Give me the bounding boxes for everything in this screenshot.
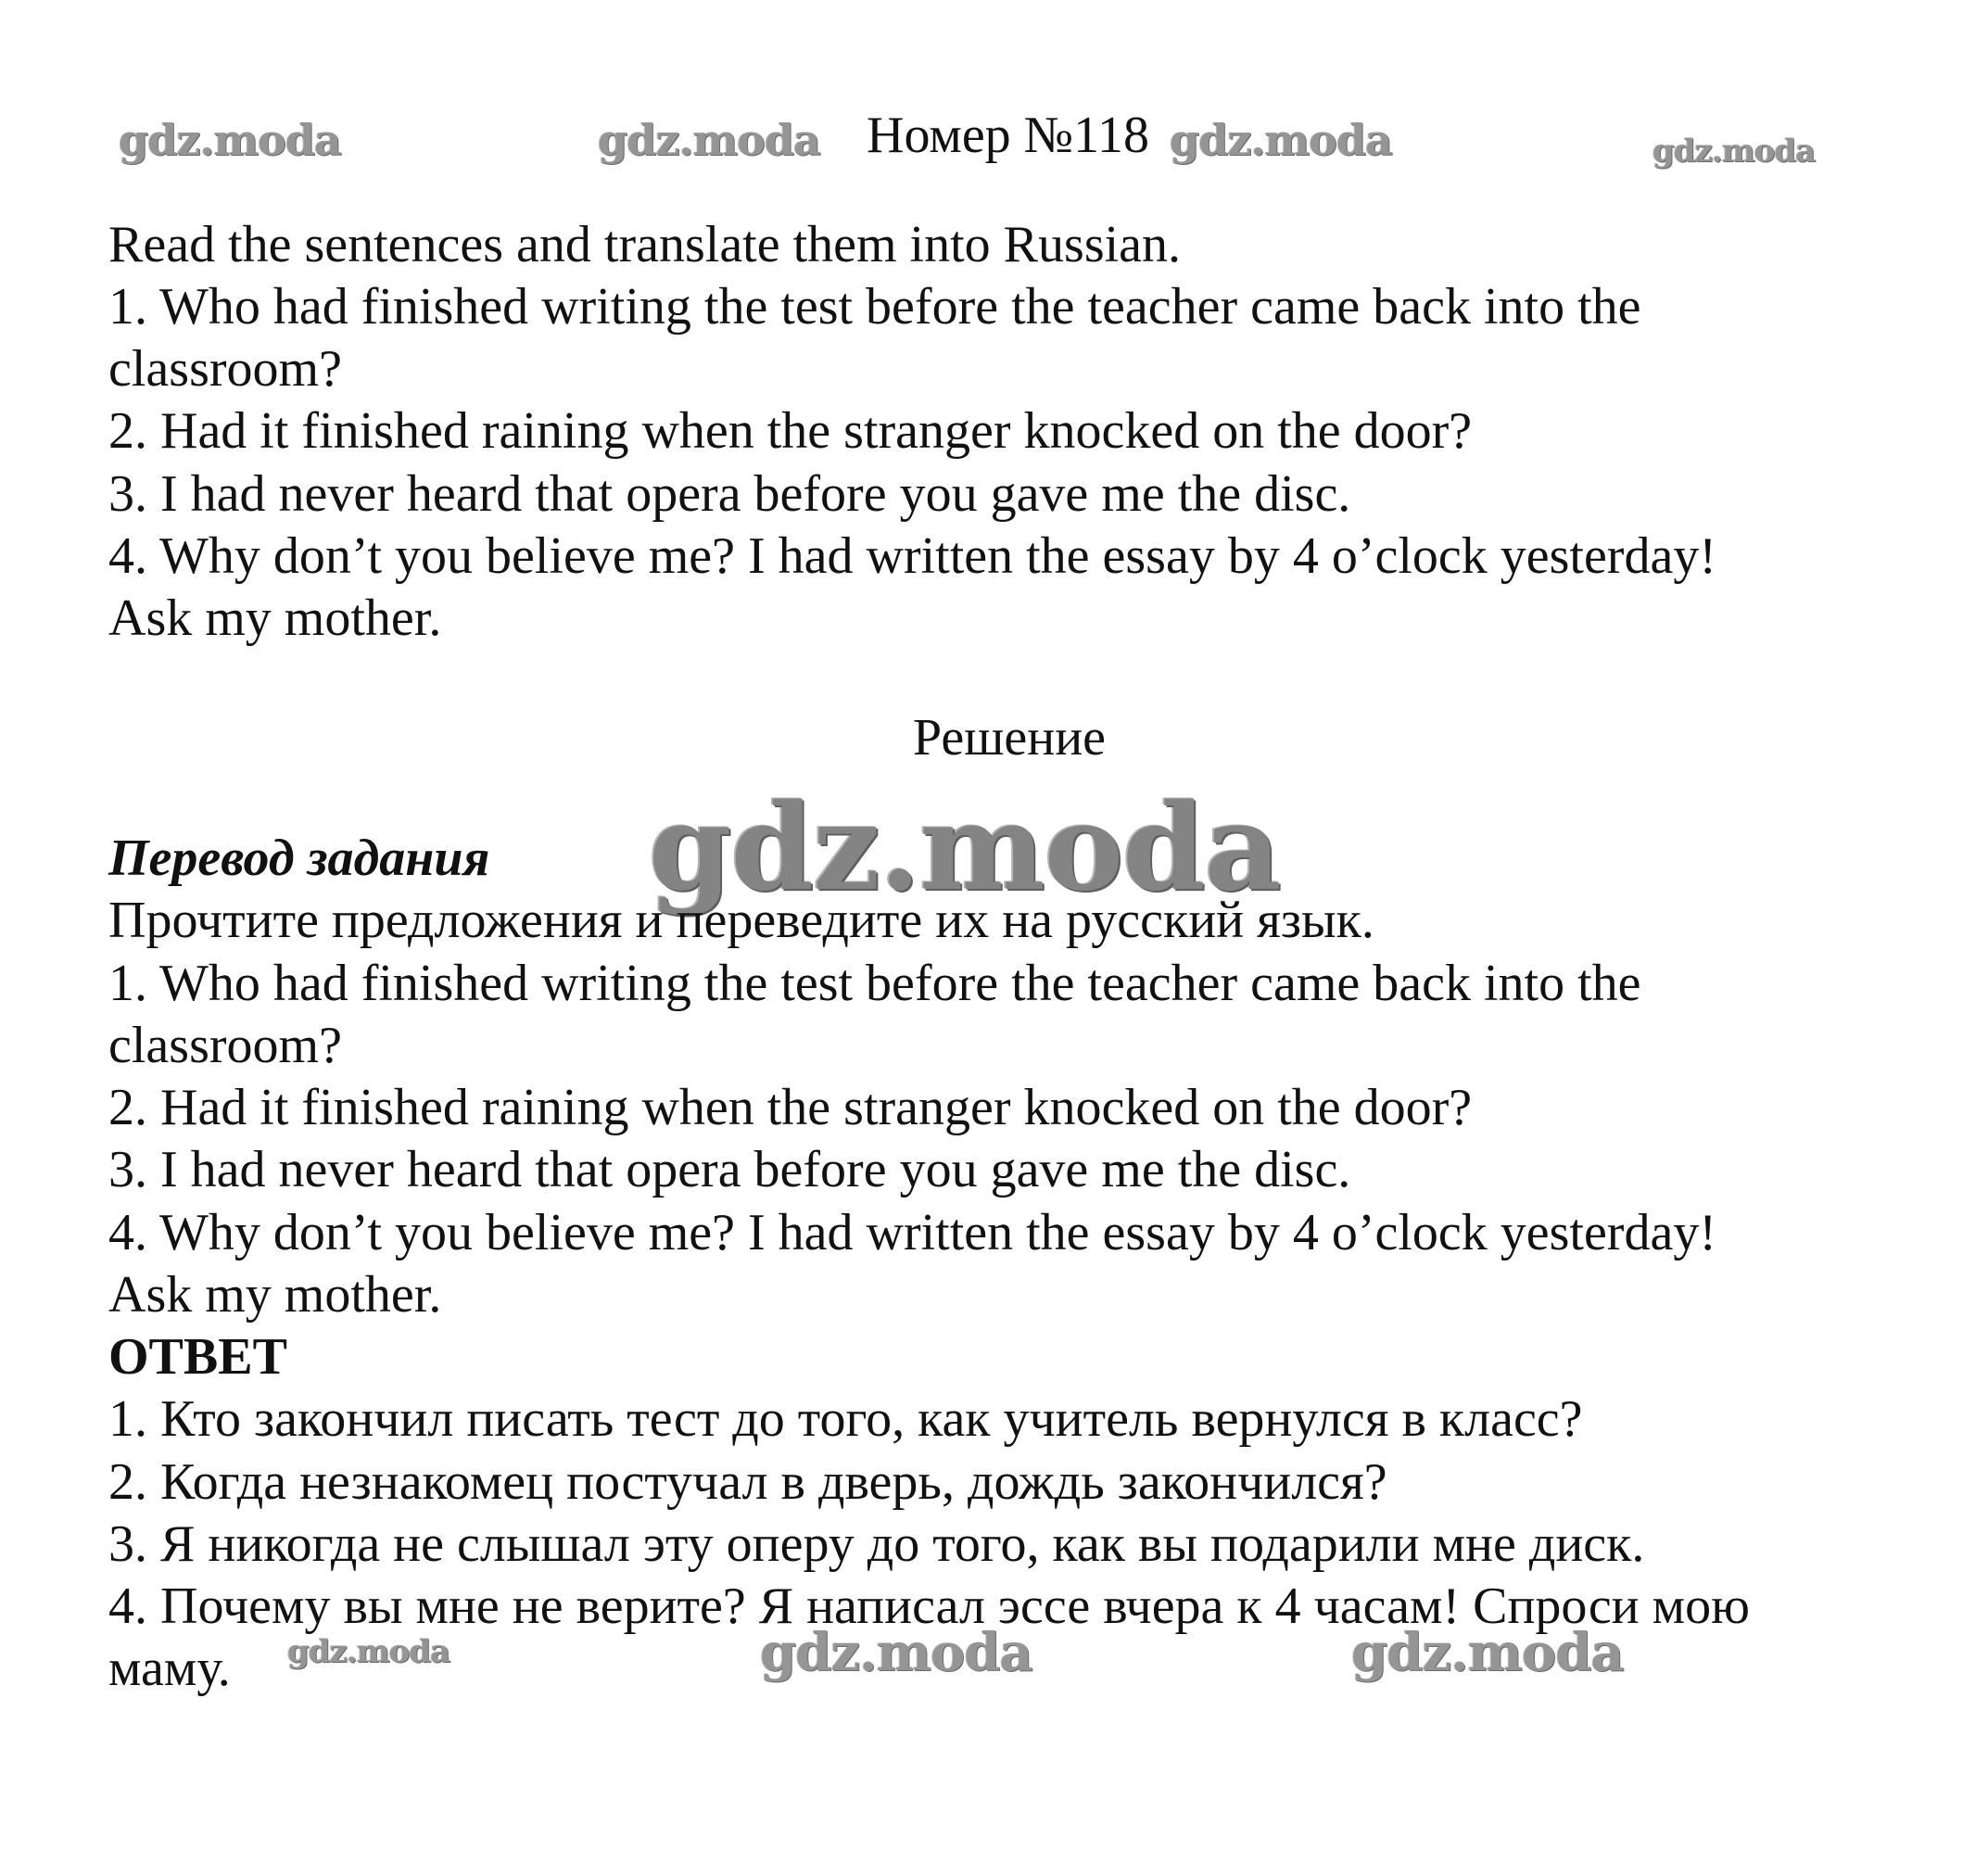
- solution-heading: Решение: [913, 709, 1107, 767]
- answer-line: 3. Я никогда не слышал эту оперу до того, как вы подарили мне диск.: [108, 1515, 1645, 1573]
- watermark-logo: gdz.moda: [598, 115, 820, 165]
- task-line: 2. Had it finished raining when the stranger knocked on the door?: [108, 402, 1473, 460]
- task-instruction: Read the sentences and translate them into Russian.: [108, 216, 1182, 273]
- translation-line: 2. Had it finished raining when the stranger knocked on the door?: [108, 1079, 1473, 1136]
- task-line: 1. Who had finished writing the test before the teacher came back into the: [108, 278, 1641, 336]
- answer-line: маму.: [108, 1640, 231, 1697]
- translation-line: 3. I had never heard that opera before you gave me the disc.: [108, 1141, 1351, 1198]
- translation-line: Ask my mother.: [108, 1266, 442, 1324]
- translation-heading: Перевод задания: [108, 830, 490, 887]
- translation-line: 1. Who had finished writing the test before the teacher came back into the: [108, 955, 1641, 1012]
- watermark-logo: gdz.moda: [1170, 115, 1392, 165]
- translation-instruction: Прочтите предложения и переведите их на русский язык.: [108, 892, 1374, 949]
- watermark-logo: gdz.moda: [760, 1622, 1032, 1683]
- task-line: classroom?: [108, 340, 342, 398]
- watermark-logo: gdz.moda: [287, 1633, 450, 1670]
- translation-line: 4. Why don’t you believe me? I had written the essay by 4 o’clock yesterday!: [108, 1204, 1716, 1261]
- answer-heading: ОТВЕТ: [108, 1328, 287, 1386]
- watermark-logo-large: gdz.moda: [649, 779, 1281, 918]
- answer-line: 1. Кто закончил писать тест до того, как учитель вернулся в класс?: [108, 1390, 1583, 1448]
- watermark-logo: gdz.moda: [1652, 133, 1816, 170]
- task-line: 4. Why don’t you believe me? I had written the essay by 4 o’clock yesterday!: [108, 527, 1716, 585]
- answer-line: 4. Почему вы мне не верите? Я написал эссе вчера к 4 часам! Спроси мою: [108, 1578, 1750, 1635]
- task-line: 3. I had never heard that opera before you gave me the disc.: [108, 465, 1351, 523]
- task-line: Ask my mother.: [108, 589, 442, 647]
- page-title: Номер №118: [867, 107, 1150, 164]
- translation-line: classroom?: [108, 1017, 342, 1074]
- answer-line: 2. Когда незнакомец постучал в дверь, дождь закончился?: [108, 1453, 1387, 1511]
- watermark-logo: gdz.moda: [1351, 1622, 1624, 1683]
- watermark-logo: gdz.moda: [119, 115, 341, 165]
